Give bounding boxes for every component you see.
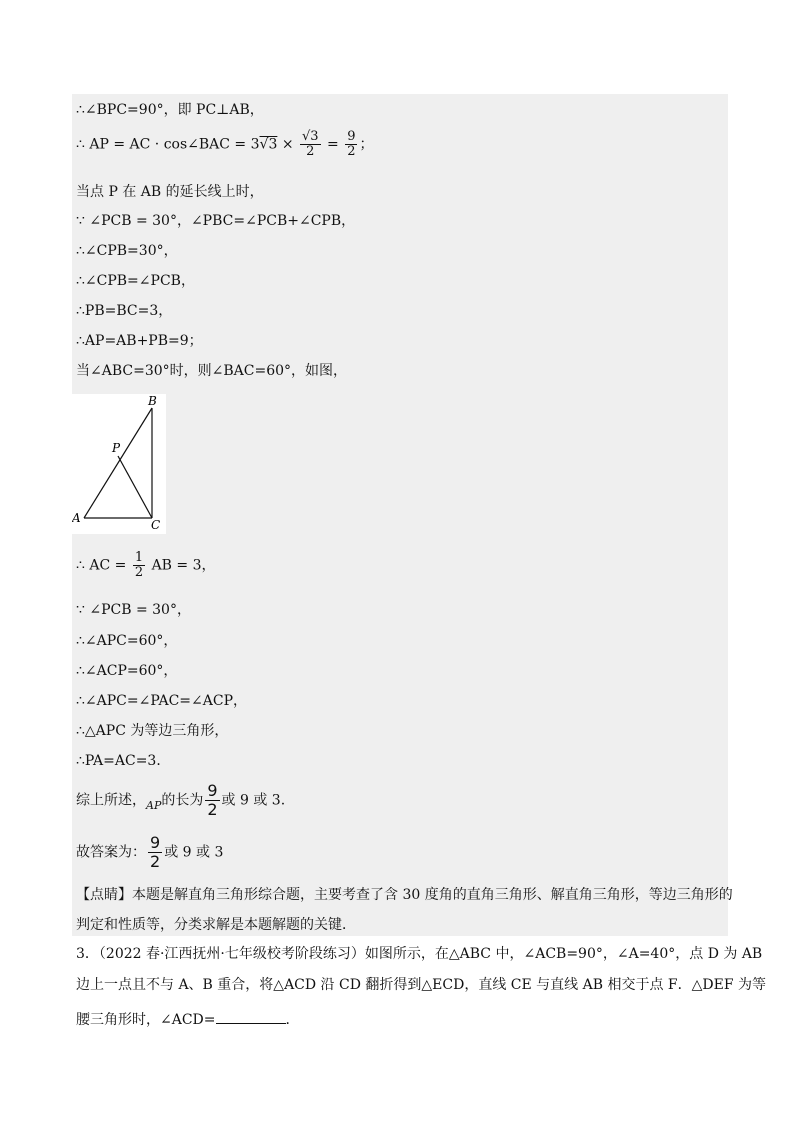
fraction-root3-over-2: $\frac{√3}{2}$ [302,129,319,159]
solution-line-4: ∵ ∠PCB = 30°，∠PBC=∠PCB+∠CPB， [76,213,356,229]
solution-line-12: ∴∠APC=60°， [76,633,178,649]
label-c: C [151,518,161,532]
answer-blank[interactable] [216,1009,286,1024]
ap-symbol: AP [146,798,162,812]
solution-line-7: ∴PB=BC=3， [76,303,173,319]
solution-line-8: ∴AP=AB+PB=9； [76,333,203,349]
problem-3-line-3: 腰三角形时，∠ACD= ． [76,1009,300,1029]
label-p: P [112,441,121,455]
solution-line-14: ∴∠APC=∠PAC=∠ACP， [76,693,248,709]
solution-line-2: ∴ AP = AC · cos∠BAC = 3√3 × $\frac{√3}{2}$ = $\frac{9}{2}$ ； [76,129,374,159]
radical-root3: √3 [259,136,278,153]
fraction-9-over-2-summary: $\frac{9}{2}$ [207,781,218,819]
solution-line-6: ∴∠CPB=∠PCB， [76,273,195,289]
label-a: A [72,511,81,525]
solution-line-17: 综上所述，$_{AP}$的长为 $\frac{9}{2}$ 或 9 或 3. [76,781,286,819]
triangle-figure [72,394,166,534]
solution-line-11: ∵ ∠PCB = 30°， [76,602,191,618]
fraction-9-over-2-answer: $\frac{9}{2}$ [150,833,161,871]
fraction-9-over-2: $\frac{9}{2}$ [347,129,356,159]
solution-line-10: ∴ AC = $\frac{1}{2}$ AB = 3， [76,550,216,580]
solution-line-1: ∴∠BPC=90°，即 PC⊥AB， [76,102,264,118]
solution-line-18: 故答案为： $\frac{9}{2}$ 或 9 或 3 [76,833,224,871]
solution-line-3: 当点 P 在 AB 的延长线上时， [76,184,264,200]
problem-3-line-2: 边上一点且不与 A、B 重合，将△ACD 沿 CD 翻折得到△ECD，直线 CE 与直线 AB 相交于点 F．△DEF 为等 [76,977,766,993]
solution-line-5: ∴∠CPB=30°， [76,243,178,259]
dianjing-note-line-1: 【点睛】本题是解直角三角形综合题，主要考查了含 30 度角的直角三角形、解直角三角形，等边三角形的 [76,887,733,903]
label-b: B [148,394,157,408]
solution-line-9: 当∠ABC=30°时，则∠BAC=60°，如图， [76,363,348,379]
dianjing-note-line-2: 判定和性质等，分类求解是本题解题的关键． [76,917,356,933]
problem-3-line-1: 3．（2022 春·江西抚州·七年级校考阶段练习）如图所示，在△ABC 中，∠ACB=90°，∠A=40°，点 D 为 AB [76,946,763,962]
solution-line-15: ∴△APC 为等边三角形， [76,723,229,739]
fraction-1-over-2: $\frac{1}{2}$ [134,550,144,580]
solution-line-16: ∴PA=AC=3． [76,753,171,769]
solution-line-13: ∴∠ACP=60°， [76,663,178,679]
